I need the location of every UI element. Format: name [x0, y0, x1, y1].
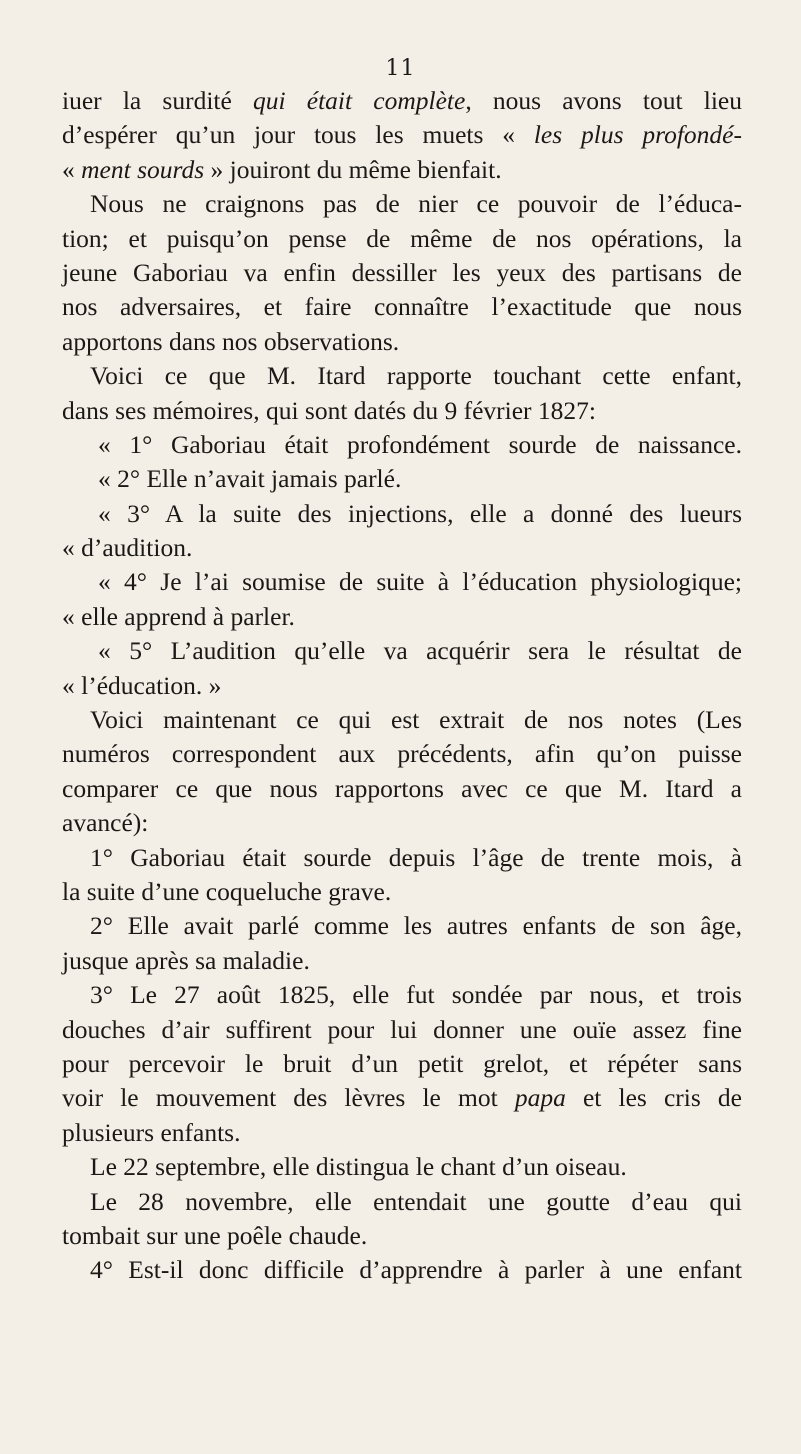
text-span: iuer la surdité: [62, 86, 253, 115]
text-span: » jouiront du même bienfait.: [204, 154, 502, 184]
text-span: Le 22 septembre, elle distingua le chant d’un oiseau.: [90, 1152, 627, 1182]
text-span: avancé):: [62, 808, 149, 838]
text-span: «: [62, 154, 82, 184]
text-line: [62, 428, 742, 462]
text-span: « d’audition.: [62, 533, 193, 563]
text-line: [62, 118, 742, 152]
text-span: « elle apprend à parler.: [62, 601, 295, 631]
italic-text: papa: [514, 1083, 566, 1113]
italic-text: les plus profondé-: [533, 120, 742, 150]
text-line: [62, 290, 742, 324]
text-line: [62, 841, 742, 875]
text-span: Voici ce que M. Itard rapporte touchant cette enfant,: [90, 361, 742, 391]
text-span: 3° Le 27 août 1825, elle fut sondée par nous, et trois: [90, 980, 742, 1010]
text-span: 4° Est-il donc difficile d’apprendre à parler à une enfant: [90, 1255, 742, 1285]
text-span: « 3° A la suite des injections, elle a donné des lueurs: [98, 498, 742, 528]
text-line: [62, 1150, 742, 1184]
text-line: [62, 669, 742, 703]
text-span: Nous ne craignons pas de nier ce pouvoir de l’éduca-: [90, 189, 742, 219]
text-span: , nous avons tout lieu: [465, 86, 742, 115]
body-text: [62, 84, 742, 1288]
text-line: [62, 703, 742, 737]
text-line: [62, 909, 742, 943]
text-span: apportons dans nos observations.: [62, 326, 400, 356]
text-span: tombait sur une poêle chaude.: [62, 1220, 368, 1250]
italic-text: qui était complète: [253, 86, 466, 115]
text-line: [62, 944, 742, 978]
text-line: [62, 737, 742, 771]
text-line: [62, 325, 742, 359]
text-span: « 2° Elle n’avait jamais parlé.: [98, 464, 402, 494]
text-line: [62, 1081, 742, 1115]
text-span: et les cris de: [565, 1083, 742, 1113]
text-line: [62, 875, 742, 909]
text-line: [62, 359, 742, 393]
text-line: [62, 462, 742, 496]
text-span: Voici maintenant ce qui est extrait de nos notes (Les: [90, 705, 742, 735]
text-line: [62, 634, 742, 668]
text-span: dans ses mémoires, qui sont datés du 9 février 1827:: [62, 395, 596, 425]
text-line: [62, 1253, 742, 1287]
text-line: [62, 531, 742, 565]
text-span: « 1° Gaboriau était profondément sourde de naissance.: [98, 429, 742, 459]
text-line: [62, 1013, 742, 1047]
text-line: [62, 600, 742, 634]
text-span: plusieurs enfants.: [62, 1117, 241, 1147]
text-line: [62, 565, 742, 599]
text-span: « 5° L’audition qu’elle va acquérir sera le résultat de: [98, 636, 742, 666]
text-span: 1° Gaboriau était sourde depuis l’âge de trente mois, à: [90, 842, 742, 872]
text-span: douches d’air suffirent pour lui donner une ouïe assez fine: [62, 1014, 742, 1044]
text-span: pour percevoir le bruit d’un petit grelot, et répéter sans: [62, 1048, 742, 1078]
text-span: jeune Gaboriau va enfin dessiller les yeux des partisans de: [62, 257, 742, 287]
text-line: [62, 187, 742, 221]
text-span: 2° Elle avait parlé comme les autres enfants de son âge,: [90, 911, 742, 941]
text-span: voir le mouvement des lèvres le mot: [62, 1083, 515, 1113]
text-line: [62, 1219, 742, 1253]
text-span: d’espérer qu’un jour tous les muets «: [62, 120, 534, 150]
text-span: « 4° Je l’ai soumise de suite à l’éducation physiologique;: [98, 567, 742, 597]
text-span: la suite d’une coqueluche grave.: [62, 876, 392, 906]
text-span: numéros correspondent aux précédents, afin qu’on puisse: [62, 739, 742, 769]
text-span: nos adversaires, et faire connaître l’exactitude que nous: [62, 292, 742, 322]
text-line: [62, 153, 742, 187]
text-line: [62, 978, 742, 1012]
italic-text: ment sourds: [81, 154, 205, 184]
text-line: [62, 497, 742, 531]
text-line: [62, 806, 742, 840]
text-line: [62, 1116, 742, 1150]
text-span: jusque après sa maladie.: [62, 945, 310, 975]
text-span: comparer ce que nous rapportons avec ce que M. Itard a: [62, 773, 742, 803]
text-line: [62, 84, 742, 118]
text-line: [62, 1047, 742, 1081]
text-span: tion; et puisqu’on pense de même de nos opérations, la: [62, 223, 742, 253]
page-number: 11: [385, 56, 416, 81]
text-span: Le 28 novembre, elle entendait une goutte d’eau qui: [90, 1186, 742, 1216]
text-line: [62, 772, 742, 806]
text-line: [62, 394, 742, 428]
text-span: « l’éducation. »: [62, 670, 222, 700]
text-line: [62, 222, 742, 256]
text-line: [62, 256, 742, 290]
text-line: [62, 1185, 742, 1219]
